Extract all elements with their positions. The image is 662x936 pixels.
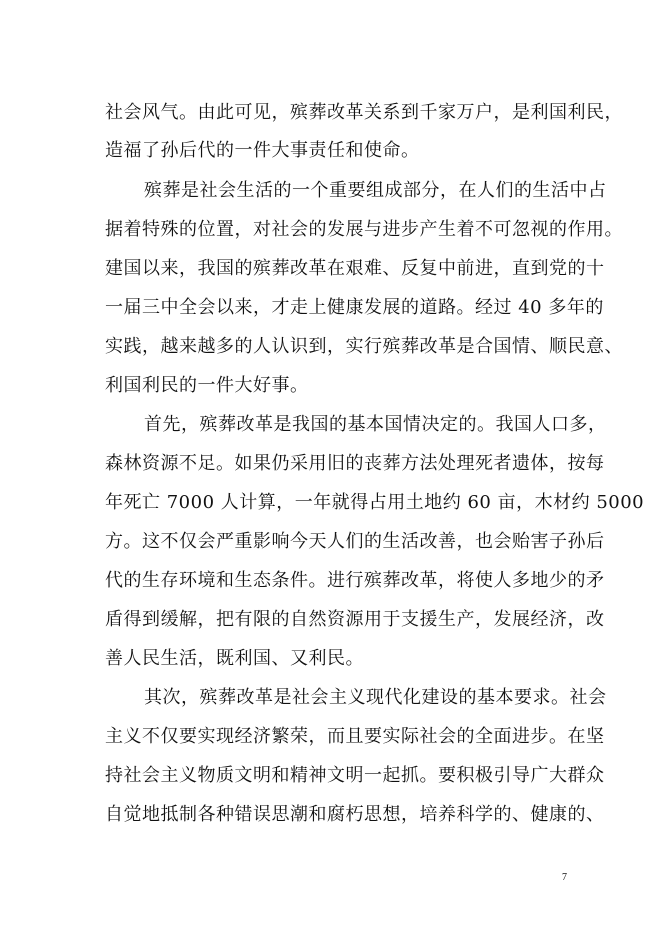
text-line: 持社会主义物质文明和精神文明一起抓。要积极引导广大群众 <box>105 765 605 786</box>
paragraph-first-line: 其次，殡葬改革是社会主义现代化建设的基本要求。社会 <box>144 687 607 708</box>
paragraph-first-line: 殡葬是社会生活的一个重要组成部分，在人们的生活中占 <box>144 180 607 201</box>
text-line: 主义不仅要实现经济繁荣，而且要实际社会的全面进步。在坚 <box>105 726 605 747</box>
text-line: 代的生存环境和生态条件。进行殡葬改革，将使人多地少的矛 <box>105 570 605 591</box>
paragraph-first-line: 首先，殡葬改革是我国的基本国情决定的。我国人口多， <box>144 414 607 435</box>
text-line: 年死亡 7000 人计算，一年就得占用土地约 60 亩，木材约 5000 <box>105 492 645 513</box>
text-line: 森林资源不足。如果仍采用旧的丧葬方法处理死者遗体，按每 <box>105 453 605 474</box>
text-line: 建国以来，我国的殡葬改革在艰难、反复中前进，直到党的十 <box>105 258 605 279</box>
text-line: 据着特殊的位置，对社会的发展与进步产生着不可忽视的作用。 <box>105 219 623 240</box>
text-line: 利国利民的一件大好事。 <box>105 375 309 396</box>
page-number: 7 <box>562 872 567 883</box>
text-line: 善人民生活，既利国、又利民。 <box>105 648 364 669</box>
text-line: 社会风气。由此可见，殡葬改革关系到千家万户，是利国利民， <box>105 102 623 123</box>
text-line: 实践，越来越多的人认识到，实行殡葬改革是合国情、顺民意、 <box>105 336 623 357</box>
text-line: 方。这不仅会严重影响今天人们的生活改善，也会贻害子孙后 <box>105 531 605 552</box>
text-line: 造福了孙后代的一件大事责任和使命。 <box>105 140 420 161</box>
text-line: 自觉地抵制各种错误思潮和腐朽思想，培养科学的、健康的、 <box>105 804 605 825</box>
text-line: 一届三中全会以来，才走上健康发展的道路。经过 40 多年的 <box>105 297 604 318</box>
text-line: 盾得到缓解，把有限的自然资源用于支援生产，发展经济，改 <box>105 609 605 630</box>
